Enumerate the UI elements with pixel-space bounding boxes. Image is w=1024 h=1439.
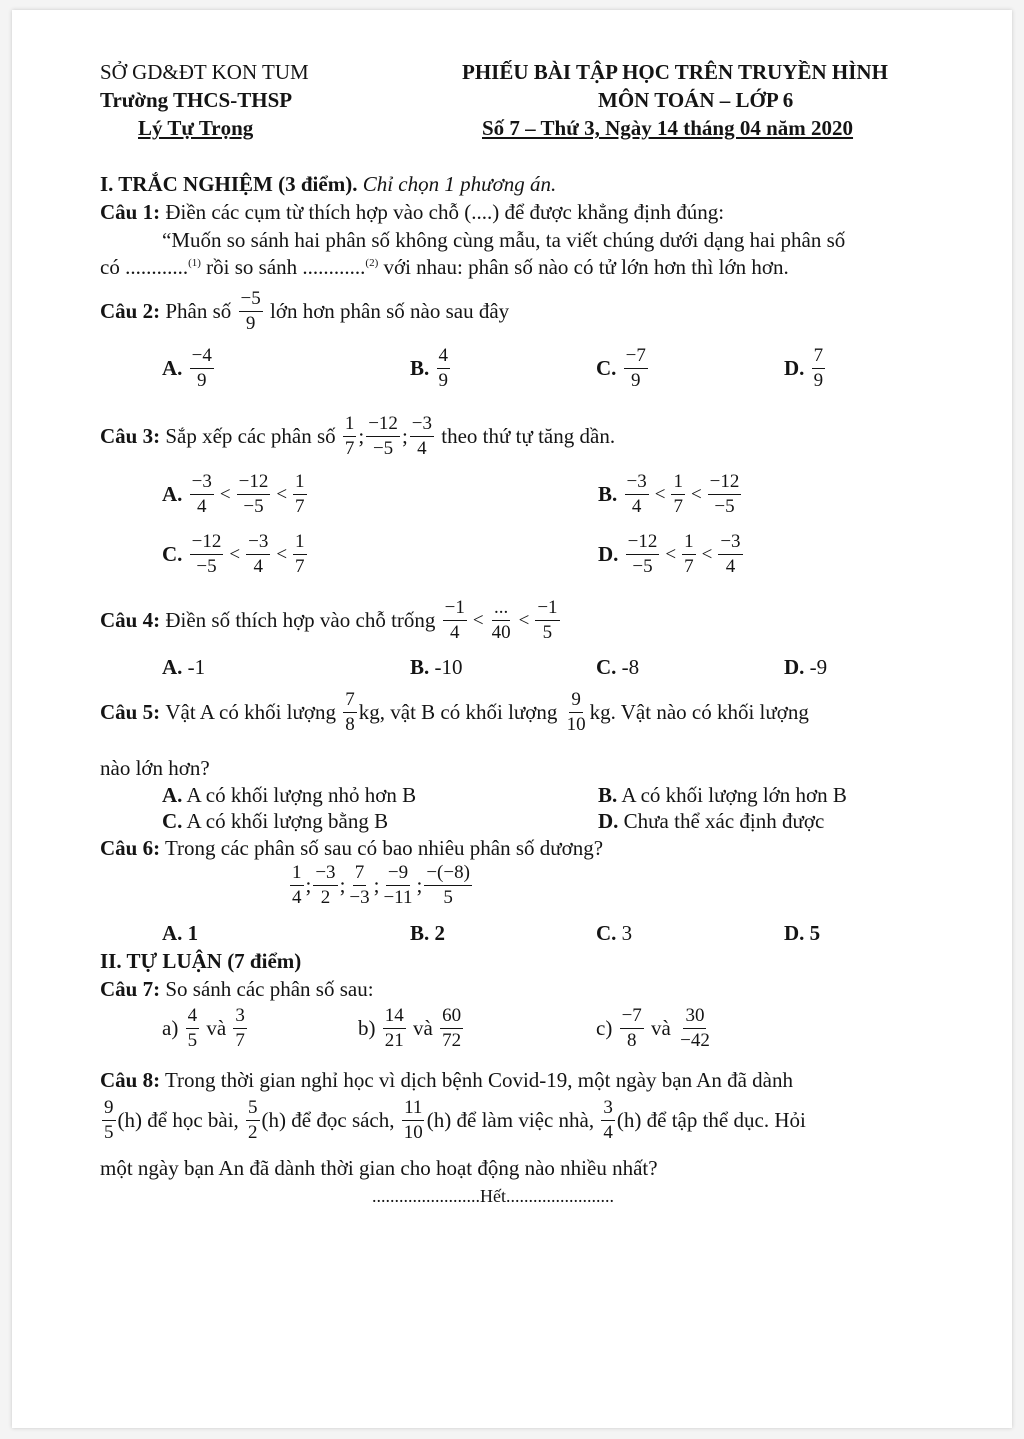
frac-num: 1 xyxy=(343,414,357,437)
item-fraction xyxy=(678,1006,712,1051)
frac-den: −3 xyxy=(349,886,370,908)
q8-text-read: để đọc sách, xyxy=(291,1107,395,1132)
option-letter: A. xyxy=(162,355,183,380)
q5-text3: . Vật nào có khối lượng xyxy=(610,699,809,724)
frac-den: 4 xyxy=(253,555,263,577)
q6-fraction xyxy=(290,863,304,908)
frac-num: ... xyxy=(492,598,510,621)
q8-text-chores: để làm việc nhà, xyxy=(456,1107,595,1132)
option-letter: C. xyxy=(596,355,617,380)
option-fraction xyxy=(190,346,214,391)
frac-den: −5 xyxy=(372,437,394,459)
item-fraction xyxy=(440,1006,463,1051)
frac-num: 9 xyxy=(102,1098,116,1121)
frac-num: 1 xyxy=(293,532,307,555)
q3-fraction xyxy=(343,414,357,459)
q2-text-before: Phân số xyxy=(165,298,232,323)
frac-den: 5 xyxy=(443,886,453,908)
q7-item-a xyxy=(162,1006,249,1051)
option-letter: D. xyxy=(598,541,619,566)
q1-blank1: có ............ xyxy=(100,255,189,279)
frac-num: 1 xyxy=(293,472,307,495)
section1-heading xyxy=(100,174,556,195)
frac-den: 2 xyxy=(320,886,331,908)
q3-fraction xyxy=(366,414,400,459)
q1-quote-line2 xyxy=(100,257,789,278)
option-fraction xyxy=(671,472,685,517)
q2-fraction xyxy=(239,289,263,334)
frac-den: 4 xyxy=(292,886,302,908)
option-letter: C. xyxy=(596,655,617,679)
q8-line3: một ngày bạn An đã dành thời gian cho hoạt động nào nhiều nhất? xyxy=(100,1156,658,1180)
option-fraction xyxy=(812,346,826,391)
separator: ; xyxy=(339,872,346,897)
option-fraction xyxy=(237,472,271,517)
frac-num: −3 xyxy=(625,472,649,495)
q5-option-d xyxy=(598,811,824,832)
less-than: < xyxy=(654,483,666,505)
frac-num: −3 xyxy=(190,472,214,495)
q4-line xyxy=(100,598,562,643)
q6-fraction xyxy=(381,863,414,908)
q5-unit-a: kg xyxy=(358,699,380,724)
frac-den: −5 xyxy=(196,555,217,577)
frac-num: 5 xyxy=(246,1098,260,1121)
header-school: Trường THCS-THSP xyxy=(100,88,293,112)
option-fraction xyxy=(293,532,307,577)
frac-num: −7 xyxy=(624,346,648,369)
q1-quote-end: với nhau: phân số nào có tử lớn hơn thì lớn hơn. xyxy=(378,255,789,279)
q8-line2 xyxy=(100,1098,806,1143)
q8-fraction xyxy=(246,1098,260,1143)
q8-fraction xyxy=(102,1098,116,1143)
q7-line xyxy=(100,979,374,1000)
option-text: 2 xyxy=(434,921,446,945)
frac-num: −12 xyxy=(237,472,271,495)
less-than: < xyxy=(701,543,713,565)
option-text: -10 xyxy=(434,655,463,679)
frac-num: 11 xyxy=(402,1098,424,1121)
frac-num: 7 xyxy=(353,863,367,886)
q4-label: Câu 4: xyxy=(100,607,161,632)
q5-text1: Vật A có khối lượng xyxy=(165,699,336,724)
frac-num: −(−8) xyxy=(424,863,472,886)
frac-num: 3 xyxy=(233,1006,247,1029)
item-fraction xyxy=(383,1006,406,1051)
option-fraction xyxy=(718,532,742,577)
frac-den: 5 xyxy=(542,621,553,643)
frac-den: 7 xyxy=(295,555,305,577)
q3-option-b xyxy=(598,472,743,517)
frac-num: 4 xyxy=(186,1006,200,1029)
less-than: < xyxy=(229,543,241,565)
q3-text-after: theo thứ tự tăng dần. xyxy=(441,423,616,448)
q3-option-c xyxy=(162,532,309,577)
q6-option-a xyxy=(162,923,198,944)
q6-text: Trong các phân số sau có bao nhiêu phân số dương? xyxy=(164,836,604,860)
q7-item-c xyxy=(596,1006,714,1051)
less-than: < xyxy=(276,483,288,505)
q2-frac-den: 9 xyxy=(245,312,256,334)
q3-line xyxy=(100,414,615,459)
q8-text-study: để học bài, xyxy=(147,1107,239,1132)
option-letter: C. xyxy=(596,921,617,945)
frac-den: 7 xyxy=(295,495,305,517)
frac-den: 8 xyxy=(626,1029,637,1051)
q2-option-b xyxy=(410,346,452,391)
frac-den: 5 xyxy=(187,1029,198,1051)
q2-line xyxy=(100,289,509,334)
option-letter: D. xyxy=(784,655,805,679)
q6-line xyxy=(100,838,603,859)
frac-den: 4 xyxy=(197,495,207,517)
option-text: 5 xyxy=(809,921,821,945)
frac-num: −12 xyxy=(366,414,400,437)
header-school-name: Lý Tự Trọng xyxy=(138,116,254,140)
q2-label: Câu 2: xyxy=(100,298,161,323)
frac-num: −3 xyxy=(410,414,434,437)
q7-item-b xyxy=(358,1006,465,1051)
frac-num: −3 xyxy=(313,863,337,886)
option-text: A có khối lượng bằng B xyxy=(186,809,389,833)
frac-den: 9 xyxy=(813,369,824,391)
frac-den: −42 xyxy=(680,1029,710,1051)
q6-option-b xyxy=(410,923,445,944)
and-word: và xyxy=(651,1015,671,1040)
q3-option-a xyxy=(162,472,309,517)
option-letter: B. xyxy=(410,355,430,380)
option-text: -8 xyxy=(621,655,640,679)
header-department: SỞ GD&ĐT KON TUM xyxy=(100,60,309,84)
q5-line2: nào lớn hơn? xyxy=(100,756,210,780)
frac-den: 4 xyxy=(725,555,736,577)
frac-den: 4 xyxy=(603,1121,613,1143)
item-letter: b) xyxy=(358,1015,376,1040)
item-fraction xyxy=(233,1006,247,1051)
frac-num: −12 xyxy=(190,532,224,555)
q2-frac-num: −5 xyxy=(239,289,263,312)
q7-label: Câu 7: xyxy=(100,977,161,1001)
option-fraction xyxy=(190,472,214,517)
option-letter: C. xyxy=(162,809,183,833)
less-than: < xyxy=(518,609,530,631)
q4-option-c xyxy=(596,657,639,678)
frac-num: 4 xyxy=(437,346,451,369)
frac-den: 5 xyxy=(104,1121,114,1143)
frac-den: −11 xyxy=(383,886,413,908)
q5-option-c xyxy=(162,811,388,832)
header-date: Số 7 – Thứ 3, Ngày 14 tháng 04 năm 2020 xyxy=(482,116,854,140)
option-letter: A. xyxy=(162,783,183,807)
frac-num: −9 xyxy=(386,863,410,886)
option-letter: A. xyxy=(162,921,183,945)
section1-subtitle: Chỉ chọn 1 phương án. xyxy=(362,172,557,196)
frac-den: 40 xyxy=(491,621,511,643)
frac-den: 10 xyxy=(403,1121,423,1143)
frac-den: 72 xyxy=(442,1029,462,1051)
unit: (h) xyxy=(117,1107,142,1132)
item-letter: c) xyxy=(596,1015,613,1040)
separator: ; xyxy=(401,423,408,448)
q6-fraction xyxy=(313,863,337,908)
q2-text-after: lớn hơn phân số nào sau đây xyxy=(270,298,510,323)
and-word: và xyxy=(206,1015,227,1040)
q5-fraction-a xyxy=(343,690,357,735)
frac-den: −5 xyxy=(632,555,653,577)
frac-num: −12 xyxy=(626,532,660,555)
item-fraction xyxy=(186,1006,200,1051)
q5-option-b xyxy=(598,785,847,806)
item-fraction xyxy=(620,1006,644,1051)
frac-num: 30 xyxy=(683,1006,706,1029)
q8-text-exercise: để tập thể dục. Hỏi xyxy=(646,1107,806,1132)
option-fraction xyxy=(682,532,696,577)
frac-num: −1 xyxy=(535,598,559,621)
header-subject: MÔN TOÁN – LỚP 6 xyxy=(598,88,794,112)
q4-option-a xyxy=(162,657,205,678)
frac-num: −4 xyxy=(190,346,214,369)
q1-text: Điền các cụm từ thích hợp vào chỗ (....) để được khẳng định đúng: xyxy=(165,200,725,224)
q1-sup2: (2) xyxy=(365,257,379,269)
q5-line xyxy=(100,690,809,735)
unit: (h) xyxy=(261,1107,287,1132)
option-text: Chưa thể xác định được xyxy=(623,809,825,833)
frac-den: 9 xyxy=(197,369,207,391)
q3-option-d xyxy=(598,532,745,577)
frac-den: −5 xyxy=(714,495,735,517)
separator: ; xyxy=(373,872,380,897)
q1-line xyxy=(100,202,724,223)
q1-quote-line1: “Muốn so sánh hai phân số không cùng mẫu, ta viết chúng dưới dạng hai phân số xyxy=(162,228,846,252)
frac-num: −7 xyxy=(620,1006,644,1029)
q4-option-b xyxy=(410,657,463,678)
option-letter: B. xyxy=(598,481,618,506)
frac-num: 7 xyxy=(343,690,357,713)
option-text: -9 xyxy=(809,655,828,679)
less-than: < xyxy=(665,543,677,565)
q1-label: Câu 1: xyxy=(100,200,161,224)
frac-num: −12 xyxy=(708,472,742,495)
item-letter: a) xyxy=(162,1015,179,1040)
frac-den: 4 xyxy=(631,495,642,517)
frac-num: 1 xyxy=(682,532,696,555)
q6-fraction-list xyxy=(288,863,474,908)
section1-title: I. TRẮC NGHIỆM (3 điểm). xyxy=(100,172,358,196)
frac-den: 7 xyxy=(235,1029,245,1051)
frac-den: 2 xyxy=(248,1121,258,1143)
frac-num: 14 xyxy=(383,1006,406,1029)
frac-den: 8 xyxy=(345,713,355,735)
frac-den: 4 xyxy=(450,621,460,643)
q4-text: Điền số thích hợp vào chỗ trống xyxy=(165,607,436,632)
frac-num: −3 xyxy=(246,532,270,555)
frac-den: 7 xyxy=(673,495,683,517)
q1-sup1: (1) xyxy=(188,257,201,269)
end-marker: ........................Hết........................ xyxy=(372,1186,614,1206)
less-than: < xyxy=(472,609,484,631)
option-fraction xyxy=(293,472,307,517)
option-text: A có khối lượng nhỏ hơn B xyxy=(186,783,417,807)
option-text: 3 xyxy=(621,921,633,945)
option-text: A có khối lượng lớn hơn B xyxy=(621,783,847,807)
option-fraction xyxy=(624,346,648,391)
unit: (h) xyxy=(616,1107,642,1132)
frac-den: 10 xyxy=(566,713,586,735)
frac-num: 1 xyxy=(671,472,685,495)
frac-den: 9 xyxy=(631,369,641,391)
option-letter: B. xyxy=(410,921,430,945)
q6-option-c xyxy=(596,923,632,944)
frac-num: 60 xyxy=(440,1006,463,1029)
frac-den: 4 xyxy=(417,437,427,459)
q6-label: Câu 6: xyxy=(100,836,161,860)
frac-num: 1 xyxy=(290,863,304,886)
option-letter: B. xyxy=(410,655,430,679)
q8-fraction xyxy=(601,1098,615,1143)
q5-label: Câu 5: xyxy=(100,699,161,724)
frac-num: 9 xyxy=(569,690,583,713)
frac-den: 9 xyxy=(438,369,449,391)
option-letter: D. xyxy=(784,921,805,945)
q8-fraction xyxy=(402,1098,425,1143)
option-text: -1 xyxy=(187,655,206,679)
q3-fraction xyxy=(410,414,434,459)
q4-fraction xyxy=(535,598,559,643)
q1-blank2: rồi so sánh ............ xyxy=(200,255,366,279)
frac-num: −1 xyxy=(443,598,467,621)
separator: ; xyxy=(305,872,312,897)
q8-text1: Trong thời gian nghỉ học vì dịch bệnh Covid-19, một ngày bạn An đã dành xyxy=(164,1068,793,1092)
option-letter: D. xyxy=(784,355,805,380)
option-fraction xyxy=(708,472,742,517)
q4-fraction-blank xyxy=(490,598,513,643)
option-fraction xyxy=(246,532,270,577)
separator: ; xyxy=(358,423,365,448)
q2-option-c xyxy=(596,346,650,391)
section2-title: II. TỰ LUẬN (7 điểm) xyxy=(100,949,302,973)
option-letter: C. xyxy=(162,541,183,566)
separator: ; xyxy=(416,872,423,897)
option-fraction xyxy=(626,532,660,577)
option-letter: A. xyxy=(162,481,183,506)
option-fraction xyxy=(625,472,649,517)
frac-den: 7 xyxy=(344,437,355,459)
q4-fraction xyxy=(443,598,467,643)
q5-unit-b: kg xyxy=(589,699,611,724)
q6-fraction xyxy=(347,863,371,908)
q4-option-d xyxy=(784,657,827,678)
and-word: và xyxy=(413,1015,433,1040)
q5-fraction-b xyxy=(565,690,588,735)
q2-option-d xyxy=(784,346,827,391)
q8-label: Câu 8: xyxy=(100,1068,161,1092)
q3-label: Câu 3: xyxy=(100,423,161,448)
option-letter: D. xyxy=(598,809,619,833)
q7-text: So sánh các phân số sau: xyxy=(165,977,374,1001)
q6-fraction xyxy=(424,863,472,908)
q8-line1 xyxy=(100,1070,793,1091)
unit: (h) xyxy=(426,1107,452,1132)
q2-option-a xyxy=(162,346,216,391)
header-worksheet-title: PHIẾU BÀI TẬP HỌC TRÊN TRUYỀN HÌNH xyxy=(462,60,888,84)
q5-text2: , vật B có khối lượng xyxy=(379,699,558,724)
frac-num: −3 xyxy=(718,532,742,555)
frac-den: 21 xyxy=(384,1029,404,1051)
q5-option-a xyxy=(162,785,416,806)
less-than: < xyxy=(219,483,231,505)
option-text: 1 xyxy=(187,921,199,945)
frac-den: −5 xyxy=(243,495,264,517)
less-than: < xyxy=(276,543,288,565)
less-than: < xyxy=(690,483,702,505)
frac-num: 7 xyxy=(812,346,826,369)
q6-option-d xyxy=(784,923,820,944)
option-fraction xyxy=(437,346,451,391)
frac-den: 7 xyxy=(684,555,694,577)
option-fraction xyxy=(190,532,224,577)
option-letter: A. xyxy=(162,655,183,679)
option-letter: B. xyxy=(598,783,618,807)
q3-text-before: Sắp xếp các phân số xyxy=(165,423,336,448)
worksheet-page xyxy=(12,10,1012,1428)
frac-num: 3 xyxy=(601,1098,615,1121)
